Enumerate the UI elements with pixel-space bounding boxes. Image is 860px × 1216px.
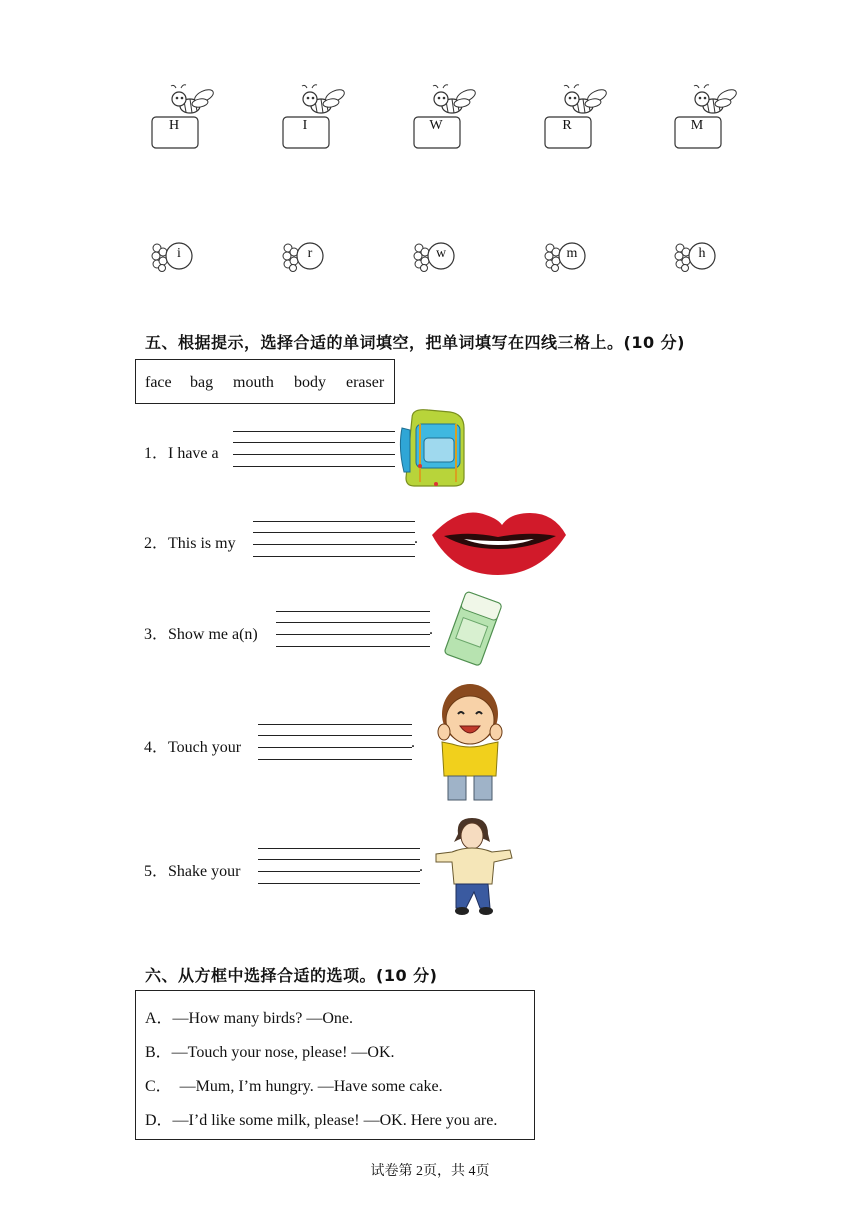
question-text: 4．Touch your — [144, 739, 242, 756]
sentence-period: . — [414, 530, 418, 547]
bee-card — [281, 84, 353, 154]
bee-card-letter: M — [690, 118, 704, 133]
section6-heading: 六、从方框中选择合适的选项。(10 分) — [145, 966, 438, 985]
grape-card-letter: i — [177, 246, 181, 261]
option-item: C． —Mum, I’m hungry. —Have some cake. — [145, 1078, 443, 1095]
four-line-grid-answer[interactable] — [233, 431, 395, 467]
word-bank-word: mouth — [233, 374, 274, 391]
sentence-period: . — [419, 858, 423, 875]
four-line-grid-answer[interactable] — [258, 848, 420, 884]
person-shaking-body-icon — [432, 812, 518, 918]
four-line-grid-answer[interactable] — [258, 724, 412, 760]
option-item: B．—Touch your nose, please! —OK. — [145, 1044, 395, 1061]
option-item: A．—How many birds? —One. — [145, 1010, 353, 1027]
word-bank-word: eraser — [346, 374, 385, 391]
grape-card — [150, 236, 216, 276]
options-box — [135, 990, 535, 1140]
bee-card — [543, 84, 615, 154]
sentence-period: . — [411, 734, 415, 751]
lips-icon — [430, 505, 568, 577]
question-text: 3．Show me a(n) — [144, 626, 258, 643]
bee-card — [673, 84, 745, 154]
bee-card — [150, 84, 222, 154]
word-bank-box — [135, 359, 395, 404]
boy-touching-face-icon — [430, 680, 510, 804]
section5-heading: 五、根据提示，选择合适的单词填空，把单词填写在四线三格上。(10 分) — [145, 333, 685, 352]
grape-card-letter: h — [698, 246, 706, 261]
word-bank-word: body — [294, 374, 326, 391]
grape-card — [543, 236, 609, 276]
grape-card — [673, 236, 739, 276]
question-text: 1．I have a — [144, 445, 219, 462]
page-footer: 试卷第 2页，共 4页 — [370, 1164, 490, 1179]
four-line-grid-answer[interactable] — [253, 521, 415, 557]
grape-card-letter: w — [435, 246, 447, 261]
option-item: D．—I’d like some milk, please! —OK. Here you are. — [145, 1112, 498, 1129]
backpack-icon — [398, 408, 470, 490]
grape-card — [281, 236, 347, 276]
bee-card — [412, 84, 484, 154]
four-line-grid-answer[interactable] — [276, 611, 430, 647]
bee-card-letter: R — [562, 118, 572, 133]
word-bank-word: face — [145, 374, 172, 391]
question-text: 5．Shake your — [144, 863, 241, 880]
bee-card-letter: W — [429, 118, 443, 133]
grape-card-letter: m — [566, 246, 578, 261]
grape-card — [412, 236, 478, 276]
eraser-icon — [440, 588, 508, 670]
grape-card-letter: r — [307, 246, 313, 261]
sentence-period: . — [429, 621, 433, 638]
question-text: 2．This is my — [144, 535, 236, 552]
word-bank-word: bag — [190, 374, 214, 391]
bee-card-letter: H — [168, 118, 180, 133]
bee-card-letter: I — [302, 118, 308, 133]
